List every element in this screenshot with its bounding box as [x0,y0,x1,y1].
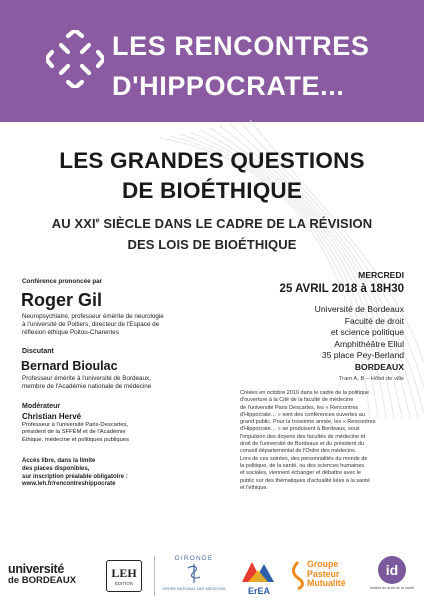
universite-bordeaux-logo: université de BORDEAUX [8,562,77,586]
hippocrate-logo-icon [46,30,104,88]
ids-circle-icon: id [378,556,406,584]
discussant-name: Bernard Bioulac [21,359,118,373]
erea-logo: ErEA [238,560,280,592]
moderator-name: Christian Hervé [22,412,82,421]
main-title-line1: LES GRANDES QUESTIONS [59,148,365,173]
speaker-name: Roger Gil [21,290,103,310]
footer-separator [154,556,155,596]
event-day: MERCREDI [358,270,404,280]
speaker-bio: Neuropsychiatre, professeur émérite de neurologie à l'université de Poitiers, directeur de l'Espace de réflexion éthique Poitou-Charentes [22,313,164,337]
banner-title-line1: LES RENCONTRES [112,31,370,61]
conference-label: Conférence prononcée par [22,278,103,285]
discussant-label: Discutant [22,348,54,355]
caduceus-icon [181,562,207,584]
access-info: Accès libre, dans la limite des places disponibles, sur inscription préalable obligatoire : www.leh.fr/rencontreshippocrate [22,458,128,488]
subtitle-line1: AU XXIe SIÈCLE DANS LE CADRE DE LA RÉVISION [51,216,373,231]
gpm-emblem-icon [290,560,306,590]
event-venue: Université de Bordeaux Faculté de droit et science politique Amphithéâtre Ellul 35 place Pey-Berland [314,304,404,361]
header-banner [0,0,424,122]
event-transport: Tram A, B – Hôtel de ville [338,376,404,382]
erea-triangles-icon [238,560,280,582]
gironde-ordre-logo: GIRONDE ORDRE NATIONAL DES MÉDECINS [162,555,226,591]
event-city: BORDEAUX [354,362,404,372]
discussant-bio: Professeur émérite à l'université de Bordeaux, membre de l'Académie nationale de médecine [22,375,152,391]
leh-logo: LEH ÉDITION [106,560,142,592]
moderator-label: Modérateur [22,403,61,410]
event-date: 25 AVRIL 2018 à 18H30 [279,283,404,295]
banner-title-line2: D'HIPPOCRATE... [112,71,345,101]
main-title-line2: DE BIOÉTHIQUE [121,178,303,203]
subtitle-line2: DES LOIS DE BIOÉTHIQUE [127,237,297,252]
registration-link[interactable]: www.leh.fr/rencontreshippocrate [22,481,116,488]
event-description: Créées en octobre 2010 dans le cadre de la politique d'ouverture à la Cité de la faculté de médecine de l'université Paris Descartes, les « Rencontres d'Hippocrate… » sont des conférences ouvertes au grand public. Pour la troisième année, les « Rencontres d'Hippocrate… » se produisent à Bordeaux, sous l'impulsion des doyens des facultés de médecine et droit de l'université de Bordeaux et du président du conseil départemental de l'Ordre des médecins. Lors de ces soirées, des personnalités du monde de la politique, de la santé, ou des sciences humaines et sociales, viennent échanger et débattre avec le public sur des thématiques d'actualité liées à la santé et l'éthique. [240,390,376,491]
moderator-bio: Professeur à l'université Paris-Descartes, président de la SFFEM et de l'Académie Éthique, médecine et politiques publiques [22,422,129,443]
ids-logo: id Institut du droit de la santé [368,556,416,590]
